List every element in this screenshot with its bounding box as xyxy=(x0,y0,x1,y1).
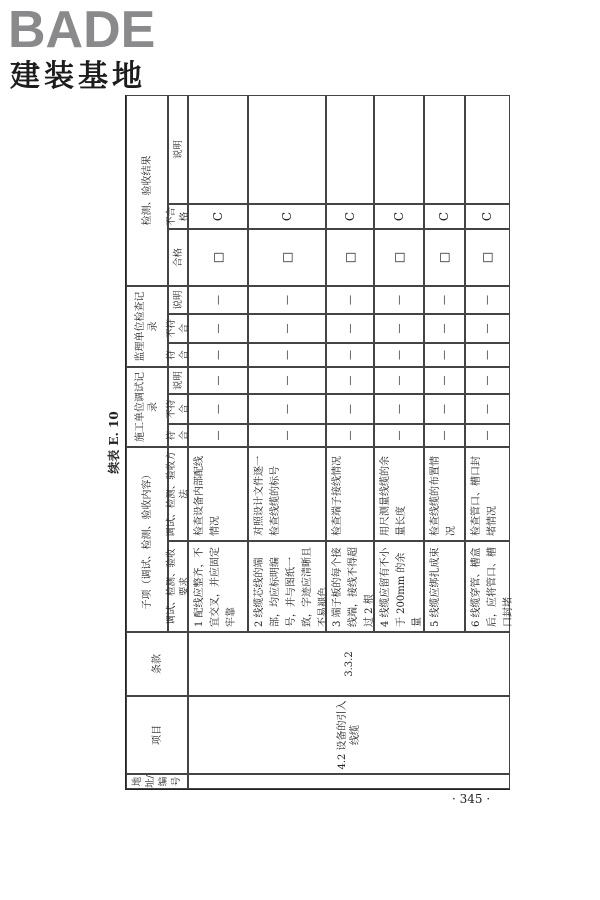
row-unqualified-mark: C xyxy=(465,204,510,229)
row-dash: — xyxy=(374,394,424,424)
logo-wordmark: BADE xyxy=(8,1,156,59)
row-dash: — xyxy=(465,286,510,314)
row-dash: — xyxy=(248,367,326,394)
header-construction-nonconform: 不符合 xyxy=(168,394,188,424)
row-qualified-box: □ xyxy=(188,229,248,286)
row-dash: — xyxy=(374,286,424,314)
row-dash: — xyxy=(188,424,248,447)
row-unqualified-mark: C xyxy=(248,204,326,229)
row-dash: — xyxy=(326,394,374,424)
header-inspection-qualified: 合格 xyxy=(168,229,188,286)
row-note xyxy=(465,95,510,204)
row-dash: — xyxy=(248,424,326,447)
row-dash: — xyxy=(374,314,424,343)
clause-number: 3.3.2 xyxy=(188,632,510,696)
row-dash: — xyxy=(326,343,374,367)
row-dash: — xyxy=(424,314,465,343)
row-qualified-box: □ xyxy=(374,229,424,286)
rotated-table-page xyxy=(105,95,514,790)
row-dash: — xyxy=(188,343,248,367)
header-method: 调试、检测、验收方法 xyxy=(168,447,188,541)
row-qualified-box: □ xyxy=(465,229,510,286)
row-requirement: 4 线缆应留有不小于 200mm 的余量 xyxy=(374,541,424,632)
row-unqualified-mark: C xyxy=(188,204,248,229)
row-note xyxy=(248,95,326,204)
header-inspection-note: 说明 xyxy=(168,95,188,204)
row-dash: — xyxy=(248,343,326,367)
row-unqualified-mark: C xyxy=(374,204,424,229)
row-method: 检查线缆的布置情况 xyxy=(424,447,465,541)
header-construction-conform: 符合 xyxy=(168,424,188,447)
header-supervision: 监理单位检查记录 xyxy=(126,286,168,367)
row-dash: — xyxy=(374,367,424,394)
row-dash: — xyxy=(465,367,510,394)
header-supervision-conform: 符合 xyxy=(168,343,188,367)
header-inspection-unqualified: 不合格 xyxy=(168,204,188,229)
row-dash: — xyxy=(424,394,465,424)
row-method: 检查端子接线情况 xyxy=(326,447,374,541)
row-qualified-box: □ xyxy=(326,229,374,286)
row-dash: — xyxy=(465,424,510,447)
row-requirement: 1 配线应整齐，不宜交叉，并应固定牢靠 xyxy=(188,541,248,632)
row-dash: — xyxy=(188,286,248,314)
row-dash: — xyxy=(374,424,424,447)
row-unqualified-mark: C xyxy=(326,204,374,229)
header-project: 项目 xyxy=(126,696,188,774)
row-dash: — xyxy=(424,367,465,394)
header-subitem: 子项（调试、检测、验收内容） xyxy=(126,447,168,632)
inspection-table xyxy=(125,95,514,790)
row-note xyxy=(326,95,374,204)
row-note xyxy=(374,95,424,204)
row-method: 检查管口、槽口封堵情况 xyxy=(465,447,510,541)
row-qualified-box: □ xyxy=(424,229,465,286)
row-method: 检查设备内部配线情况 xyxy=(188,447,248,541)
row-dash: — xyxy=(424,286,465,314)
logo xyxy=(8,1,178,94)
row-unqualified-mark: C xyxy=(424,204,465,229)
row-requirement: 6 线缆穿管、槽盒后，应将管口、槽口封堵 xyxy=(465,541,510,632)
row-dash: — xyxy=(374,343,424,367)
row-dash: — xyxy=(465,394,510,424)
row-requirement: 5 线缆应绑扎成束 xyxy=(424,541,465,632)
header-construction-note: 说明 xyxy=(168,367,188,394)
header-address-no: 地址/编号 xyxy=(126,774,188,789)
address-no-cell xyxy=(188,774,510,789)
header-requirement: 调试、检测、验收要求 xyxy=(168,541,188,632)
header-supervision-nonconform: 不符合 xyxy=(168,314,188,343)
row-dash: — xyxy=(188,394,248,424)
row-dash: — xyxy=(326,286,374,314)
row-dash: — xyxy=(465,314,510,343)
row-dash: — xyxy=(248,394,326,424)
page-number: · 345 · xyxy=(452,792,491,806)
header-clause: 条款 xyxy=(126,632,188,696)
row-note xyxy=(188,95,248,204)
row-note xyxy=(424,95,465,204)
row-dash: — xyxy=(188,367,248,394)
project-name: 4.2 设备的引入线缆 xyxy=(188,696,510,774)
header-construction: 施工单位调试记录 xyxy=(126,367,168,447)
row-requirement: 3 端子板的每个接线端，接线不得超过 2 根 xyxy=(326,541,374,632)
row-qualified-box: □ xyxy=(248,229,326,286)
table-title: 续表 E. 10 xyxy=(107,411,121,474)
row-dash: — xyxy=(248,286,326,314)
row-dash: — xyxy=(188,314,248,343)
row-dash: — xyxy=(326,367,374,394)
row-dash: — xyxy=(248,314,326,343)
row-dash: — xyxy=(424,343,465,367)
row-dash: — xyxy=(465,343,510,367)
logo-subtitle: 建装基地 xyxy=(10,59,146,94)
row-dash: — xyxy=(424,424,465,447)
row-method: 对照设计文件逐一检查线缆的标号 xyxy=(248,447,326,541)
row-dash: — xyxy=(326,424,374,447)
header-inspection: 检测、验收结果 xyxy=(126,95,168,286)
header-supervision-note: 说明 xyxy=(168,286,188,314)
row-requirement: 2 线缆芯线的端部，均应标明编号，并与图纸一致，字迹应清晰且不易褪色 xyxy=(248,541,326,632)
row-method: 用尺测量线缆的余量长度 xyxy=(374,447,424,541)
row-dash: — xyxy=(326,314,374,343)
